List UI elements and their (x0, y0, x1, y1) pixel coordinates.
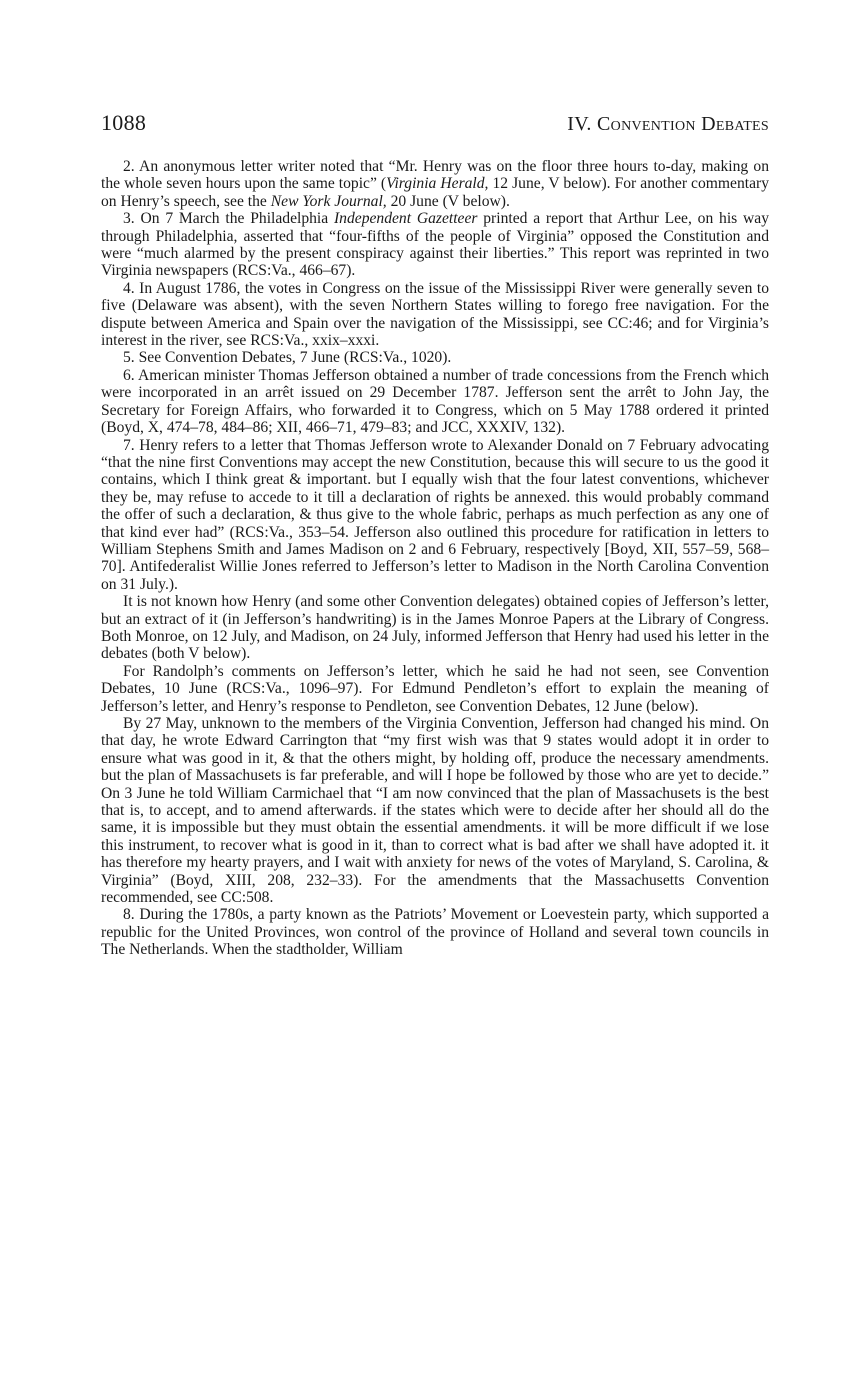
endnotes (101, 158, 769, 959)
note-3 (101, 210, 769, 280)
note-text: 3. On 7 March the Philadelphia (123, 210, 334, 228)
note-text: By 27 May, unknown to the members of the Virginia Convention, Jefferson had changed his mind. On that day, he wrote Edward Carrington that “my first wish was that 9 states would adopt it in order to ensure what was good in it, & that the others might, by holding off, produce the necessary amendments. but the plan of Massachusets is far preferable, and will I hope be followed by those who are yet to decide.” On 3 June he told William Carmichael that “I am now convinced that the plan of Massachusets is the best that is, to accept, and to amend afterwards. if the states which were to decide after her should all do the same, it is impossible but they must obtain the essential amendments. it will be more difficult if we lose this instrument, to recover what is good in it, than to correct what is bad after we shall have adopted it. it has therefore my hearty prayers, and I wait with anxiety for news of the votes of Maryland, S. Carolina, & Virginia” (Boyd, XIII, 208, 232–33). For the amendments that the Massachusetts Convention recommended, see CC:508. (101, 715, 769, 907)
note-text: 2. An anonymous letter writer noted that “Mr. Henry was on the floor three hours to-day, making on the whole seven hours upon the same topic” ( (101, 158, 769, 193)
note-text: 4. In August 1786, the votes in Congress on the issue of the Mississippi River were generally seven to five (Delaware was absent), with the seven Northern States willing to forego free navigation. For the dispute between America and Spain over the navigation of the Mississippi, see CC:46; and for Virginia’s interest in the river, see RCS:Va., xxix–xxxi. (101, 279, 769, 350)
note-7-continued-3 (101, 715, 769, 906)
italic-title: New York Journal, (270, 192, 387, 210)
note-text: 8. During the 1780s, a party known as the Patriots’ Movement or Loevestein party, which supported a republic for the United Provinces, won control of the province of Holland and several town councils in The Netherlands. When the stadtholder, William (101, 906, 769, 959)
note-5 (101, 349, 769, 366)
note-7-continued-2 (101, 663, 769, 715)
note-7 (101, 437, 769, 594)
section-title (567, 113, 769, 136)
note-6 (101, 367, 769, 437)
italic-title: Virginia Herald, (386, 175, 489, 193)
section-roman: IV. (567, 113, 592, 135)
italic-title: Independent Gazetteer (333, 210, 478, 228)
note-8 (101, 906, 769, 958)
note-text: 5. See Convention Debates, 7 June (RCS:Va., 1020). (123, 349, 452, 367)
note-text: 20 June (V below). (386, 192, 510, 210)
section-title-text: Convention Debates (597, 113, 769, 135)
page-number: 1088 (101, 110, 147, 135)
note-4 (101, 280, 769, 350)
note-text: It is not known how Henry (and some other Convention delegates) obtained copies of Jefferson’s letter, but an extract of it (in Jefferson’s handwriting) is in the James Monroe Papers at the Library of Congress. Both Monroe, on 12 July, and Madison, on 24 July, informed Jefferson that Henry had used his letter in the debates (both V below). (101, 593, 769, 663)
note-text: printed a report that Arthur Lee, on his way through Philadelphia, asserted that “four-fifths of the people of Virginia” opposed the Constitution and were “much alarmed by the present conspiracy against their liberties.” This report was reprinted in two Virginia newspapers (RCS:Va., 466–67). (101, 210, 770, 280)
note-text: 12 June, V below). For another commentary on Henry’s speech, see the (101, 175, 769, 210)
running-head (101, 110, 769, 140)
note-text: 6. American minister Thomas Jefferson obtained a number of trade concessions from the French which were incorporated in an arrêt issued on 29 December 1787. Jefferson sent the arrêt to John Jay, the Secretary for Foreign Affairs, who forwarded it to Congress, which on 5 May 1788 ordered it printed (Boyd, X, 474–78, 484–86; XII, 466–71, 479–83; and JCC, XXXIV, 132). (101, 366, 769, 437)
note-7-continued-1 (101, 593, 769, 663)
note-2 (101, 158, 769, 210)
document-page (101, 110, 769, 959)
note-text: For Randolph’s comments on Jefferson’s letter, which he said he had not seen, see Convention Debates, 10 June (RCS:Va., 1096–97). For Edmund Pendleton’s effort to explain the meaning of Jefferson’s letter, and Henry’s response to Pendleton, see Convention Debates, 12 June (below). (101, 662, 769, 715)
note-text: 7. Henry refers to a letter that Thomas Jefferson wrote to Alexander Donald on 7 February advocating “that the nine first Conventions may accept the new Constitution, because this will secure to us the good it contains, which I think great & important. but I equally wish that the four latest conventions, whichever they be, may refuse to accede to it till a declaration of rights be annexed. this would probably command the offer of such a declaration, & thus give to the whole fabric, perhaps as much perfection as any one of that kind ever had” (RCS:Va., 353–54. Jefferson also outlined this procedure for ratification in letters to William Stephens Smith and James Madison on 2 and 6 February, respectively [Boyd, XII, 557–59, 568–70]. Antifederalist Willie Jones referred to Jefferson’s letter to Madison in the North Carolina Convention on 31 July.). (101, 436, 769, 593)
